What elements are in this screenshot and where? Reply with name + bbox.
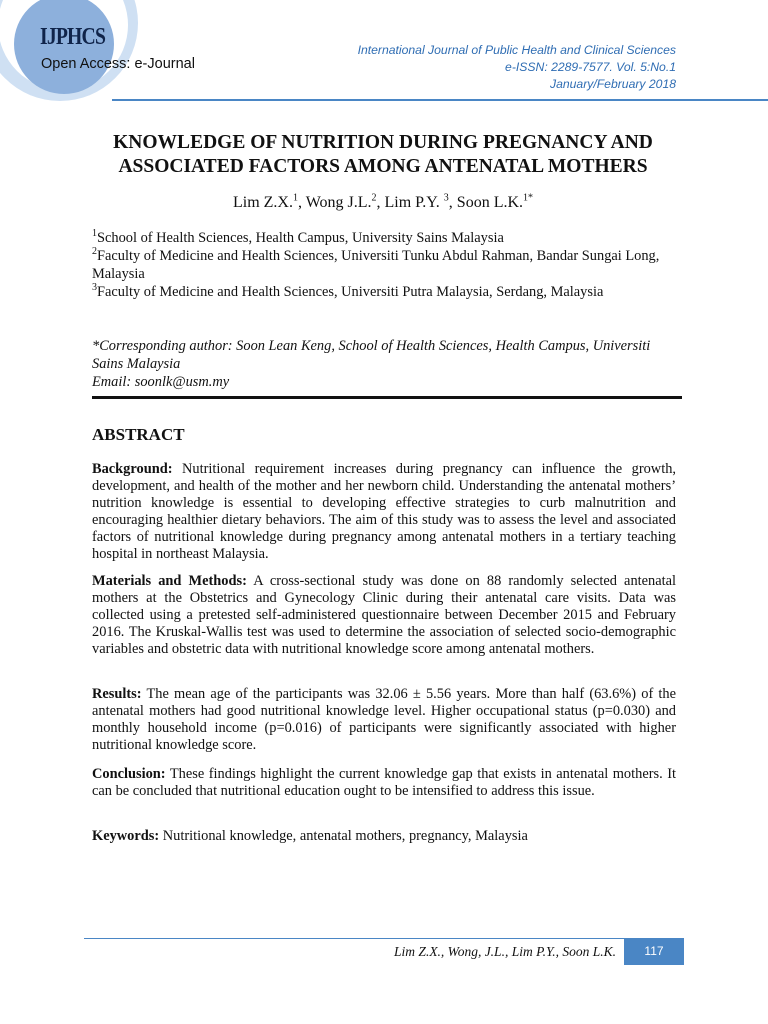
journal-info xyxy=(358,42,676,93)
background-label: Background: xyxy=(92,461,173,477)
affiliation xyxy=(92,247,682,283)
logo-subtitle: Open Access: e-Journal xyxy=(41,56,195,72)
section-divider xyxy=(92,396,682,399)
methods-text: A cross-sectional study was done on 88 randomly selected antenatal mothers at the Obstetrics and Gynecology Clinic during their antenatal care visits. Data was collected using a pretested self-administered questionnaire between December 2015 and February 2016. The Kruskal-Wallis test was used to determine the association of selected socio-demographic variables and obstetric data with nutritional knowledge score among antenatal mothers. xyxy=(92,573,676,657)
affiliation-sup: 2 xyxy=(92,246,97,258)
page-number: 117 xyxy=(624,938,684,965)
abstract-conclusion xyxy=(92,766,676,800)
journal-logo xyxy=(0,0,300,110)
journal-date: January/February 2018 xyxy=(549,77,676,91)
affiliation xyxy=(92,229,682,247)
paper-title-line-1: KNOWLEDGE OF NUTRITION DURING PREGNANCY AND xyxy=(113,132,653,153)
author-name: Soon L.K. xyxy=(456,194,524,211)
abstract-background xyxy=(92,461,676,563)
author-list: Lim Z.X.$^1$, Wong J.L.$^2$, Lim P.Y. $^3$, Soon L.K.$^{1*}$ xyxy=(232,192,534,211)
paper-title-line-2: ASSOCIATED FACTORS AMONG ANTENATAL MOTHERS xyxy=(118,156,648,177)
header-rule xyxy=(112,99,768,101)
corresponding-email[interactable]: Email: soonlk@usm.my xyxy=(92,374,230,390)
affiliation-text: Faculty of Medicine and Health Sciences, Universiti Tunku Abdul Rahman, Bandar Sungai Long, Malaysia xyxy=(92,248,660,282)
abstract-heading: ABSTRACT xyxy=(92,425,185,444)
keywords-text: Nutritional knowledge, antenatal mothers, pregnancy, Malaysia xyxy=(162,828,528,844)
author-sup: 2 xyxy=(371,192,377,204)
results-label: Results: xyxy=(92,686,142,702)
journal-issn: e-ISSN: 2289-7577. Vol. 5:No.1 xyxy=(505,60,676,74)
logo-title: IJPHCS xyxy=(40,24,106,50)
affiliations xyxy=(92,229,682,301)
author-sup: 1 xyxy=(292,192,298,204)
author-name: Lim Z.X. xyxy=(232,194,293,211)
journal-name: International Journal of Public Health and Clinical Sciences xyxy=(357,43,676,57)
conclusion-label: Conclusion: xyxy=(92,766,166,782)
conclusion-text: These findings highlight the current knowledge gap that exists in antenatal mothers. It can be concluded that nutritional education ought to be intensified to address this issue. xyxy=(92,766,677,799)
author-sup: 3 xyxy=(443,192,449,204)
author-name: Lim P.Y. xyxy=(384,194,440,211)
abstract-results xyxy=(92,686,676,754)
affiliation xyxy=(92,283,682,301)
keywords-label: Keywords: xyxy=(92,828,160,844)
affiliation-sup: 1 xyxy=(92,228,97,240)
affiliation-sup: 3 xyxy=(92,282,97,294)
abstract-methods xyxy=(92,573,676,658)
results-text: The mean age of the participants was 32.06 ± 5.56 years. More than half (63.6%) of the antenatal mothers had good nutritional knowledge level. Higher occupational status (p=0.030) and monthly household income (p=0.016) of participants were significantly associated with higher nutritional knowledge score. xyxy=(92,686,676,753)
abstract-keywords xyxy=(92,828,676,845)
corresponding-text: *Corresponding author: Soon Lean Keng, School of Health Sciences, Health Campus, Universiti Sains Malaysia xyxy=(92,338,651,372)
affiliation-text: Faculty of Medicine and Health Sciences, Universiti Putra Malaysia, Serdang, Malaysia xyxy=(97,284,604,300)
methods-label: Materials and Methods: xyxy=(92,573,247,589)
corresponding-author xyxy=(92,337,682,391)
affiliation-text: School of Health Sciences, Health Campus, University Sains Malaysia xyxy=(97,230,504,246)
author-name: Wong J.L. xyxy=(305,194,372,211)
paper-title xyxy=(60,131,706,179)
background-text: Nutritional requirement increases during pregnancy can influence the growth, development, and health of the mother and her newborn child. Understanding the antenatal mothers’ nutrition knowledge is essential to developing effective strategies to curb malnutrition and encouraging healthier dietary behaviors. The aim of this study was to assess the level and associated factors of nutritional knowledge during pregnancy among antenatal mothers in a tertiary teaching hospital in northeast Malaysia. xyxy=(92,461,676,562)
footer-authors: Lim Z.X., Wong, J.L., Lim P.Y., Soon L.K. xyxy=(394,944,616,959)
author-sup: 1* xyxy=(523,192,534,204)
footer-rule xyxy=(84,938,684,939)
